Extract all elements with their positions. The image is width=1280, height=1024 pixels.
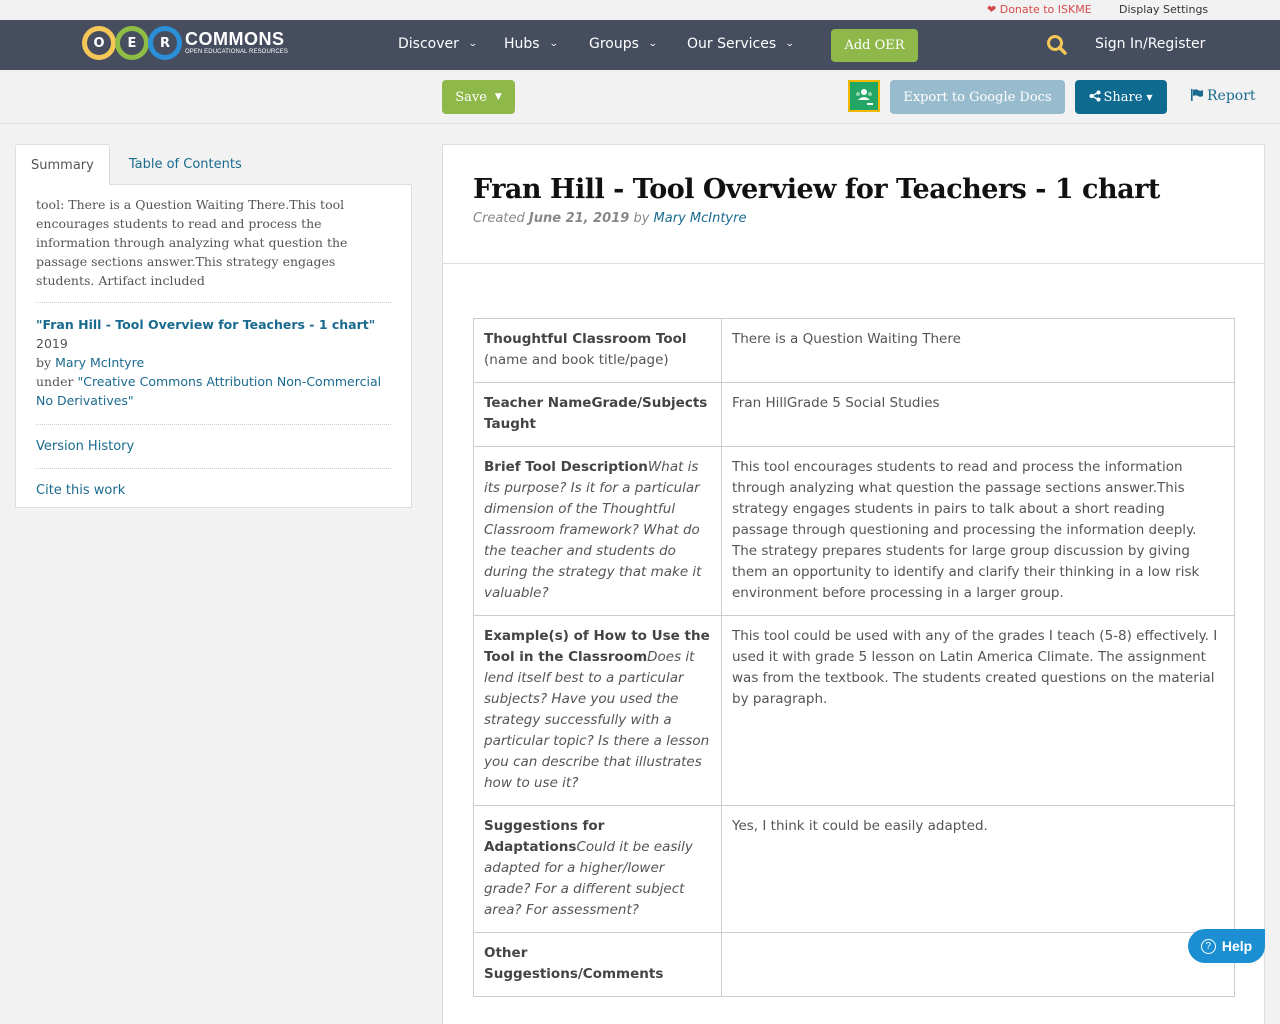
table-row: [474, 447, 1235, 616]
sign-in-register-link[interactable]: Sign In/Register: [1095, 36, 1206, 52]
chevron-down-icon: ⌄: [548, 39, 559, 49]
row-value: Yes, I think it could be easily adapted.: [722, 806, 1235, 933]
chevron-down-icon: ⌄: [647, 39, 658, 49]
chevron-down-icon: ⌄: [467, 39, 478, 49]
sidebar-tabs: [15, 144, 412, 184]
tool-overview-table: [473, 318, 1235, 997]
cite-this-work-link[interactable]: Cite this work: [36, 483, 126, 498]
action-bar: [0, 70, 1280, 124]
google-classroom-icon: [850, 82, 878, 110]
caret-down-icon: ▼: [1146, 92, 1153, 102]
row-label: Other Suggestions/Comments: [474, 933, 722, 997]
nav-hubs[interactable]: Hubs ⌄: [504, 36, 559, 52]
display-settings-link[interactable]: Display Settings: [1119, 3, 1209, 16]
page-title: Fran Hill - Tool Overview for Teachers - 1 chart: [473, 174, 1160, 205]
google-classroom-button[interactable]: [848, 80, 880, 112]
nav-our-services[interactable]: Our Services ⌄: [687, 36, 795, 52]
share-icon: [1089, 90, 1103, 105]
summary-text: tool: There is a Question Waiting There.This tool encourages students to read and process the information through analyzing what question the passage sections answer.This strategy engages students. Artifact included: [36, 195, 391, 303]
summary-panel: [15, 184, 412, 508]
row-value: This tool encourages students to read and process the information through analyzing what question the passage sections answer.This strategy engages students in pairs to talk about a short reading passage through questioning and processing the information deeply. The strategy prepares students for large group discussion by giving them an opportunity to identify and clarify their thinking in a low risk environment before processing in a larger group.: [722, 447, 1235, 616]
logo-letter-r: R: [148, 26, 182, 60]
version-history-link[interactable]: Version History: [36, 425, 391, 469]
row-label: Thoughtful Classroom Tool (name and book title/page): [474, 319, 722, 383]
question-circle-icon: ?: [1201, 939, 1216, 954]
row-label: Teacher NameGrade/Subjects Taught: [474, 383, 722, 447]
main-navbar: [0, 20, 1280, 70]
utility-bar: [0, 0, 1280, 20]
table-row: [474, 319, 1235, 383]
donate-link[interactable]: ❤ Donate to ISKME: [987, 3, 1092, 16]
author-link[interactable]: Mary McIntyre: [653, 211, 747, 226]
caret-down-icon: ▼: [494, 92, 502, 102]
created-meta: Created June 21, 2019 by Mary McIntyre: [473, 211, 747, 226]
table-row: [474, 383, 1235, 447]
share-button[interactable]: Share ▼: [1075, 80, 1167, 114]
heart-icon: ❤: [987, 3, 997, 16]
logo-letter-o: O: [82, 26, 116, 60]
table-row: [474, 616, 1235, 806]
nav-groups[interactable]: Groups ⌄: [589, 36, 658, 52]
main-content: [442, 144, 1265, 1024]
search-icon[interactable]: [1046, 34, 1068, 56]
row-label: Brief Tool DescriptionWhat is its purpose? Is it for a particular dimension of the Thoughtful Classroom framework? What do the teacher and students do during the strategy that make it valuable?: [474, 447, 722, 616]
chevron-down-icon: ⌄: [785, 39, 795, 49]
table-row: [474, 806, 1235, 933]
content-header: [443, 145, 1264, 264]
attribution-year: 2019: [36, 336, 68, 351]
table-row: [474, 933, 1235, 997]
add-oer-button[interactable]: Add OER: [831, 29, 918, 62]
nav-discover[interactable]: Discover ⌄: [398, 36, 478, 52]
oer-commons-logo[interactable]: [82, 26, 288, 60]
row-value: Fran HillGrade 5 Social Studies: [722, 383, 1235, 447]
logo-letter-e: E: [115, 26, 149, 60]
export-to-google-docs-button[interactable]: Export to Google Docs: [890, 80, 1065, 114]
save-button[interactable]: Save ▼: [442, 80, 515, 114]
flag-icon: [1190, 88, 1207, 104]
created-date: June 21, 2019: [528, 211, 630, 226]
logo-text: COMMONS OPEN EDUCATIONAL RESOURCES: [185, 29, 288, 55]
help-button[interactable]: ? Help: [1188, 929, 1265, 963]
attribution: "Fran Hill - Tool Overview for Teachers - 1 chart" 2019 by Mary McIntyre under "Creative Commons Attribution Non-Commercial No Derivatives": [36, 303, 391, 425]
license-link[interactable]: "Creative Commons Attribution Non-Commercial No Derivatives": [36, 374, 382, 408]
tab-table-of-contents[interactable]: Table of Contents: [128, 156, 242, 172]
sidebar: [15, 144, 412, 508]
resource-title-link[interactable]: "Fran Hill - Tool Overview for Teachers - 1 chart": [36, 317, 376, 332]
report-link[interactable]: Report: [1190, 88, 1256, 104]
row-value: There is a Question Waiting There: [722, 319, 1235, 383]
author-link[interactable]: Mary McIntyre: [55, 355, 145, 370]
row-value: [722, 933, 1235, 997]
row-label: Example(s) of How to Use the Tool in the ClassroomDoes it lend itself best to a particular subjects? Have you used the strategy successfully with a particular topic? Is there a lesson you can describe that illustrates how to use it?: [474, 616, 722, 806]
tab-summary[interactable]: Summary: [15, 144, 110, 185]
row-label: Suggestions for AdaptationsCould it be easily adapted for a higher/lower grade? For a different subject area? For assessment?: [474, 806, 722, 933]
row-value: This tool could be used with any of the grades I teach (5-8) effectively. I used it with grade 5 lesson on Latin America Climate. The assignment was from the textbook. The students created questions on the material by paragraph.: [722, 616, 1235, 806]
